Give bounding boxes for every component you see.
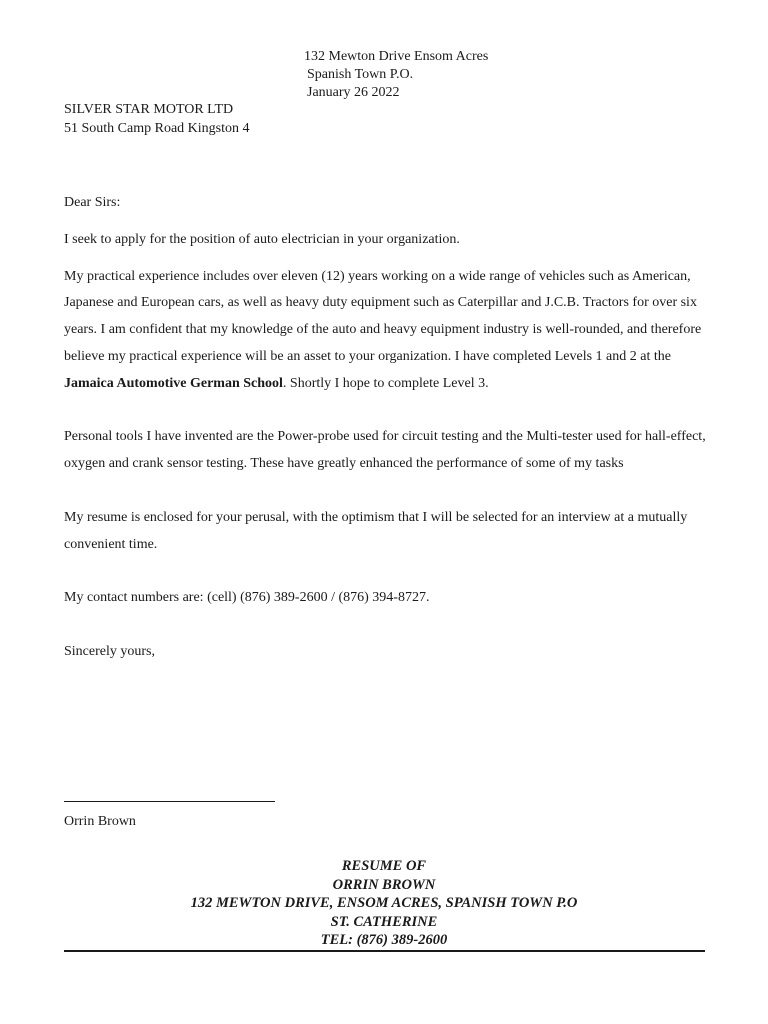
signature-name: Orrin Brown [64,814,136,829]
recipient-company: SILVER STAR MOTOR LTD [64,102,234,117]
experience-paragraph [64,264,714,398]
contact-paragraph: My contact numbers are: (cell) (876) 389-2600 / (876) 394-8727. [64,590,430,606]
resume-divider [64,950,705,952]
recipient-address: 51 South Camp Road Kingston 4 [64,121,250,136]
school-name: Jamaica Automotive German School [64,375,283,391]
resume-title: RESUME OF [341,858,427,874]
signature-line [64,801,275,802]
resume-header [64,857,704,950]
sender-address-line2: Spanish Town P.O. [307,67,414,82]
resume-name: ORRIN BROWN [332,876,436,893]
experience-text-start: My practical experience includes over eleven (12) years working on a wide range of vehicles such as American, Japanese and European cars, as well as heavy duty equipment such as Caterpillar and J.C.B. Tractors for over six years. I am confident that my knowledge of the auto and heavy equipment industry is well-rounded, and therefore believe my practical experience will be an asset to your organization. I have completed Levels 1 and 2 at the [64,268,702,364]
resume-parish: ST. CATHERINE [330,913,438,930]
experience-text-end: . Shortly I hope to complete Level 3. [282,375,489,391]
sender-address-block [304,48,488,102]
resume-note-paragraph: My resume is enclosed for your perusal, with the optimism that I will be selected for an interview at a mutually convenient time. [64,509,688,552]
intro-paragraph: I seek to apply for the position of auto electrician in your organization. [64,231,460,247]
resume-telephone: TEL: (876) 389-2600 [320,932,448,948]
recipient-address-block [64,100,250,138]
salutation: Dear Sirs: [64,195,121,210]
resume-address: 132 MEWTON DRIVE, ENSOM ACRES, SPANISH TOWN P.O [190,895,578,911]
closing: Sincerely yours, [64,643,155,659]
sender-address-line1: 132 Mewton Drive Ensom Acres [304,49,489,64]
letter-date: January 26 2022 [307,85,400,100]
letter-body [64,190,714,666]
tools-paragraph: Personal tools I have invented are the Power-probe used for circuit testing and the Multi-tester used for hall-effect, oxygen and crank sensor testing. These have greatly enhanced the performance of some of my tasks [64,429,706,472]
